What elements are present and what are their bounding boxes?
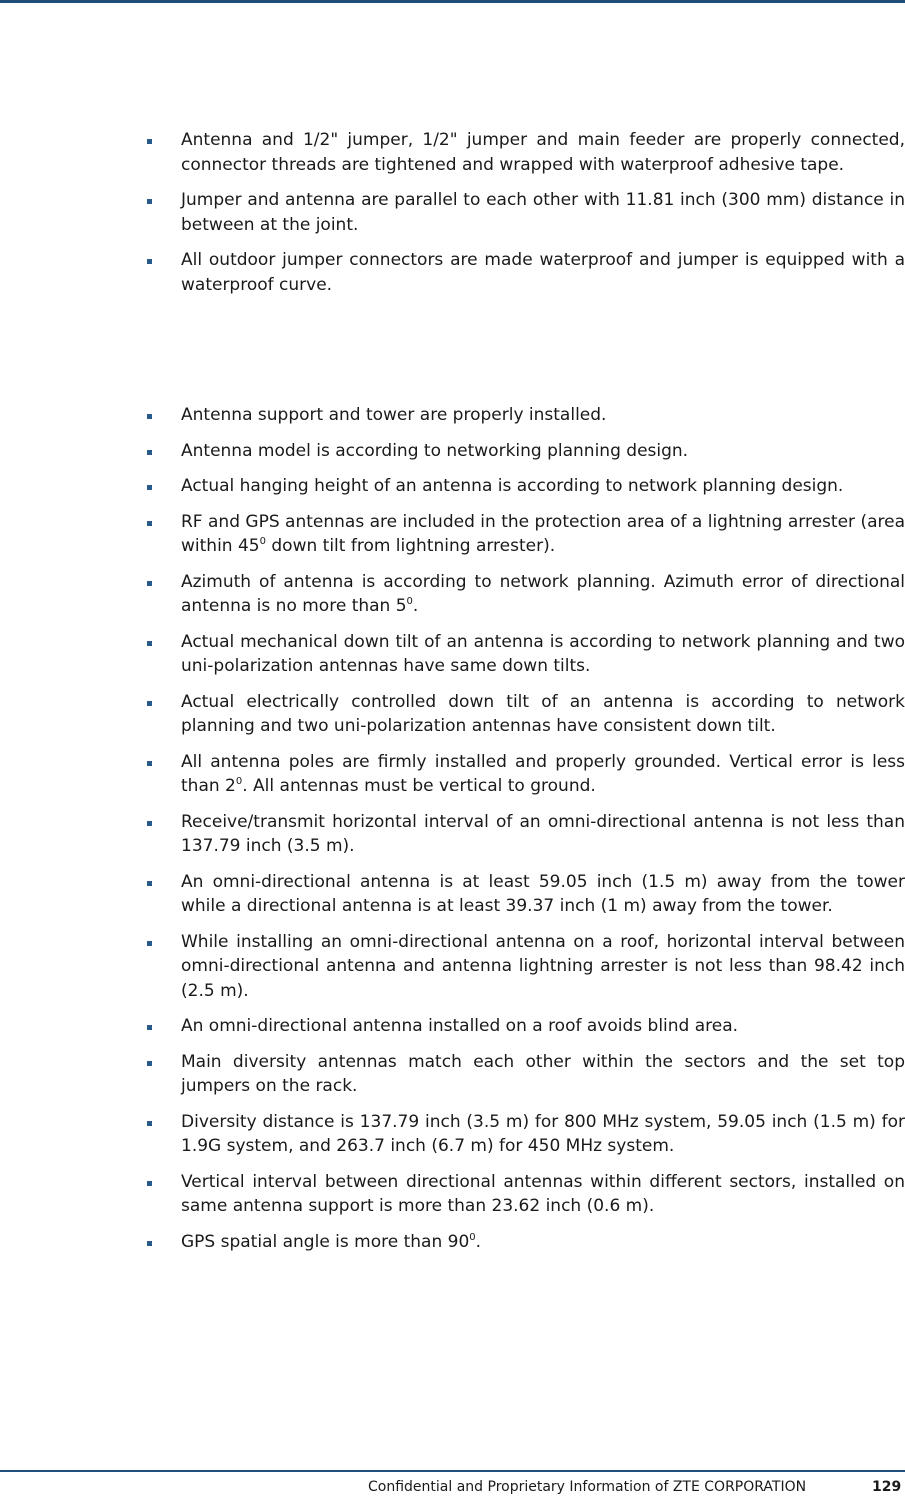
list-item-text: Diversity distance is 137.79 inch (3.5 m) for 800 MHz system, 59.05 inch (1.5 m) for 1.9G system, and 263.7 inch (6.7 m) for 450 MHz system.	[181, 1111, 905, 1156]
bullet-icon	[147, 701, 152, 706]
list-item-text: While installing an omni-directional antenna on a roof, horizontal interval between omni-directional antenna and antenna lightning arrester is not less than 98.42 inch (2.5 m).	[181, 931, 905, 1001]
list-item-text: An omni-directional antenna installed on a roof avoids blind area.	[181, 1016, 739, 1036]
list-item	[0, 439, 905, 464]
list-item	[0, 810, 905, 859]
list-item-text: Antenna and 1/2" jumper, 1/2" jumper and main feeder are properly connected, connector threads are tightened and wrapped with waterproof adhesive tape.	[181, 130, 905, 175]
list-item-text: All outdoor jumper connectors are made waterproof and jumper is equipped with a waterproof curve.	[181, 250, 905, 295]
list-item	[0, 128, 905, 177]
list-item-text: Receive/transmit horizontal interval of an omni-directional antenna is not less than 137.79 inch (3.5 m).	[181, 811, 905, 856]
bullet-icon	[147, 139, 152, 144]
list-item-text: Actual hanging height of an antenna is according to network planning design.	[181, 476, 844, 496]
list-item-text: Antenna model is according to networking planning design.	[181, 440, 689, 461]
degree-superscript: 0	[259, 536, 266, 547]
list-item-text: GPS spatial angle is more than $90^0$.	[181, 1231, 482, 1252]
list-item	[0, 570, 905, 619]
list-item	[0, 690, 905, 739]
list-item-text: Azimuth of antenna is according to network planning. Azimuth error of directional antenna is no more than $5^0$.	[181, 571, 905, 616]
list-item	[0, 630, 905, 679]
page-number: 129	[872, 1479, 902, 1495]
degree-superscript: 0	[469, 1231, 476, 1243]
list-item	[0, 403, 905, 428]
bullet-icon	[147, 1241, 152, 1246]
degree-superscript: 0	[235, 776, 243, 787]
list-item	[0, 1230, 905, 1255]
list-item-text: Antenna support and tower are properly installed.	[181, 405, 607, 425]
bullet-icon	[147, 1025, 152, 1030]
list-item	[0, 750, 905, 799]
list-item	[0, 870, 905, 919]
footer-rule	[0, 1470, 905, 1472]
list-item-text: Main diversity antennas match each other within the sectors and the set top jumpers on the rack.	[181, 1051, 905, 1096]
footer-confidential-notice: Confidential and Proprietary Information of ZTE CORPORATION	[368, 1479, 807, 1495]
bullet-icon	[147, 761, 152, 766]
bullet-icon	[147, 641, 152, 646]
list-item-text: Actual electrically controlled down tilt of an antenna is according to network planning and two uni-polarization antennas have consistent down tilt.	[181, 691, 905, 736]
list-item	[0, 1050, 905, 1099]
bullet-icon	[147, 521, 152, 526]
list-item	[0, 1110, 905, 1159]
bullet-icon	[147, 881, 152, 886]
list-item	[0, 510, 905, 559]
bullet-icon	[147, 259, 152, 264]
bullet-icon	[147, 581, 152, 586]
bullet-icon	[147, 1181, 152, 1186]
bullet-icon	[147, 1061, 152, 1066]
list-item-text: Vertical interval between directional antennas within different sectors, installed on same antenna support is more than 23.62 inch (0.6 m).	[181, 1171, 905, 1216]
bullet-icon	[147, 1121, 152, 1126]
list-item	[0, 930, 905, 1004]
list-item-text: RF and GPS antennas are included in the protection area of a lightning arrester (area within $45^0$ down tilt from lightning arrester).	[181, 511, 905, 556]
bullet-icon	[147, 485, 152, 490]
list-item	[0, 248, 905, 297]
list-item-text: An omni-directional antenna is at least 59.05 inch (1.5 m) away from the tower while a directional antenna is at least 39.37 inch (1 m) away from the tower.	[181, 871, 905, 916]
list-item-text: Actual mechanical down tilt of an antenna is according to network planning and two uni-polarization antennas have same down tilts.	[181, 631, 905, 676]
bullet-icon	[147, 199, 152, 204]
list-item	[0, 1014, 905, 1039]
bullet-icon	[147, 941, 152, 946]
jumper-checklist	[0, 128, 905, 308]
list-item	[0, 474, 905, 499]
bullet-icon	[147, 821, 152, 826]
list-item	[0, 188, 905, 237]
list-item	[0, 1170, 905, 1219]
list-item-text: Jumper and antenna are parallel to each other with 11.81 inch (300 mm) distance in between at the joint.	[181, 190, 905, 235]
list-item-text: All antenna poles are firmly installed and properly grounded. Vertical error is less than $2^0$. All antennas must be vertical to ground.	[181, 751, 905, 796]
bullet-icon	[147, 450, 152, 455]
header-rule	[0, 0, 905, 3]
antenna-checklist	[0, 403, 905, 1265]
bullet-icon	[147, 414, 152, 419]
degree-superscript: 0	[406, 596, 413, 607]
